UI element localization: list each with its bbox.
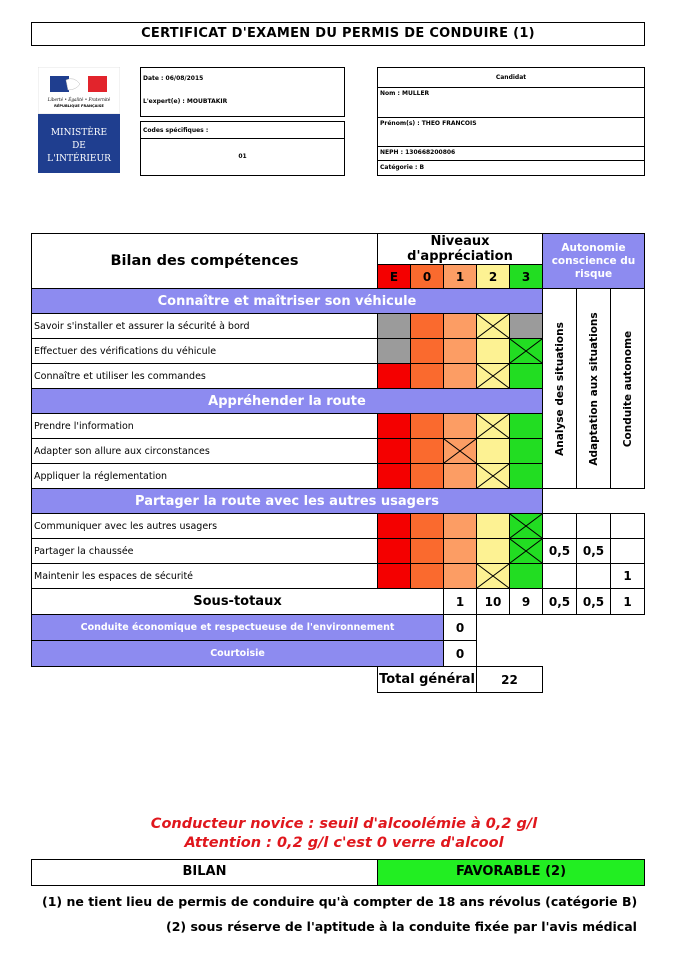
rating-cell (411, 564, 444, 589)
certificate-title: CERTIFICAT D'EXAMEN DU PERMIS DE CONDUIRE (1) (31, 22, 645, 46)
ministry-logo (38, 67, 120, 173)
logo-line2: DE (72, 141, 86, 151)
level-header-0: 0 (411, 265, 444, 289)
rating-cell (411, 514, 444, 539)
autonomy-column-label: Conduite autonome (621, 330, 634, 447)
empty-space (477, 641, 645, 667)
autonomy-column-2 (611, 289, 645, 489)
competence-label: Prendre l'information (32, 414, 378, 439)
footnote-1: (1) ne tient lieu de permis de conduire qu'à compter de 18 ans révolus (catégorie B) (42, 894, 638, 909)
sous-total-autonomy: 0,5 (577, 589, 611, 615)
candidate-neph: NEPH : 130668200806 (380, 149, 456, 156)
rating-cell (378, 339, 411, 364)
rating-cell (411, 364, 444, 389)
rating-cell (378, 414, 411, 439)
rating-cell-marked (477, 314, 510, 339)
autonomy-score (577, 514, 611, 539)
autonomy-score (611, 539, 645, 564)
rating-cell (477, 514, 510, 539)
autonomy-score: 1 (611, 564, 645, 589)
logo-line1: MINISTÈRE (50, 128, 108, 138)
rating-cell (378, 564, 411, 589)
competence-label: Maintenir les espaces de sécurité (32, 564, 378, 589)
niveaux-header: Niveaux d'appréciation (378, 234, 543, 265)
competence-label: Partager la chaussée (32, 539, 378, 564)
rating-cell (378, 514, 411, 539)
autonomy-column-0 (543, 289, 577, 489)
logo-line3: L'INTÉRIEUR (47, 154, 111, 164)
rating-cell-marked (444, 439, 477, 464)
autonomy-score: 0,5 (577, 539, 611, 564)
eco-label: Conduite économique et respectueuse de l'environnement (32, 615, 444, 641)
candidate-categorie: Catégorie : B (380, 164, 425, 171)
sous-total-value: 10 (477, 589, 510, 615)
footnote-2: (2) sous réserve de l'aptitude à la conduite fixée par l'avis médical (166, 919, 637, 934)
alcohol-warning-1: Conducteur novice : seuil d'alcoolémie à 0,2 g/l (150, 816, 538, 832)
exam-info-box (140, 67, 345, 117)
empty-space (543, 667, 645, 693)
sous-total-autonomy: 0,5 (543, 589, 577, 615)
rating-cell (510, 464, 543, 489)
courtoisie-label: Courtoisie (32, 641, 444, 667)
rating-cell (510, 364, 543, 389)
rating-cell-marked (510, 514, 543, 539)
level-header-3: 3 (510, 265, 543, 289)
sous-total-value: 9 (510, 589, 543, 615)
codes-value: 01 (238, 153, 247, 160)
exam-date: Date : 06/08/2015 (143, 75, 204, 82)
rating-cell (477, 339, 510, 364)
codes-box (140, 121, 345, 176)
sous-totaux-label: Sous-totaux (32, 589, 444, 615)
competence-row (32, 564, 645, 589)
rating-cell (510, 439, 543, 464)
autonomy-score: 0,5 (543, 539, 577, 564)
rating-cell (411, 439, 444, 464)
rating-cell (510, 414, 543, 439)
level-header-2: 2 (477, 265, 510, 289)
autonomy-score (543, 564, 577, 589)
empty-space (32, 667, 378, 693)
rating-cell (444, 364, 477, 389)
competences-table (31, 233, 645, 693)
sous-total-autonomy: 1 (611, 589, 645, 615)
autonomie-header: Autonomie conscience du risque (543, 234, 645, 289)
candidate-prenom: Prénom(s) : THEO FRANCOIS (380, 120, 477, 127)
candidate-box (377, 67, 645, 176)
courtoisie-value: 0 (444, 641, 477, 667)
rating-cell (444, 539, 477, 564)
section-header: Partager la route avec les autres usagers (32, 489, 543, 514)
rating-cell-marked (477, 414, 510, 439)
rating-cell (411, 414, 444, 439)
rating-cell (411, 464, 444, 489)
competence-label: Connaître et utiliser les commandes (32, 364, 378, 389)
rating-cell-marked (477, 464, 510, 489)
rating-cell (378, 439, 411, 464)
competence-label: Appliquer la réglementation (32, 464, 378, 489)
rating-cell (444, 464, 477, 489)
rating-cell (378, 464, 411, 489)
autonomy-column-label: Analyse des situations (553, 321, 566, 456)
competence-row (32, 514, 645, 539)
rating-cell-marked (510, 539, 543, 564)
level-header-E: E (378, 265, 411, 289)
competence-label: Effectuer des vérifications du véhicule (32, 339, 378, 364)
competence-label: Savoir s'installer et assurer la sécurité à bord (32, 314, 378, 339)
competence-label: Communiquer avec les autres usagers (32, 514, 378, 539)
section-header: Appréhender la route (32, 389, 543, 414)
autonomy-score (577, 564, 611, 589)
total-value: 22 (477, 667, 543, 693)
rating-cell (411, 539, 444, 564)
candidate-header: Candidat (495, 74, 527, 81)
sous-total-value: 1 (444, 589, 477, 615)
logo-motto: Liberté • Égalité • Fraternité (47, 97, 111, 102)
codes-label: Codes spécifiques : (143, 127, 209, 134)
rating-cell (378, 539, 411, 564)
rating-cell (444, 514, 477, 539)
rating-cell (411, 339, 444, 364)
bilan-header: Bilan des compétences (32, 234, 378, 289)
rating-cell (444, 414, 477, 439)
autonomy-score (543, 514, 577, 539)
total-label: Total général (378, 667, 477, 693)
rating-cell (477, 439, 510, 464)
rating-cell (444, 564, 477, 589)
rating-cell-marked (510, 339, 543, 364)
eco-value: 0 (444, 615, 477, 641)
section-header: Connaître et maîtriser son véhicule (32, 289, 543, 314)
rating-cell (444, 314, 477, 339)
logo-republic: RÉPUBLIQUE FRANÇAISE (54, 104, 104, 108)
competence-label: Adapter son allure aux circonstances (32, 439, 378, 464)
rating-cell (510, 314, 543, 339)
alcohol-warning-2: Attention : 0,2 g/l c'est 0 verre d'alcool (184, 835, 504, 851)
empty-space (477, 615, 645, 641)
bilan-result: FAVORABLE (2) (377, 859, 645, 886)
autonomy-score (611, 514, 645, 539)
rating-cell (378, 364, 411, 389)
rating-cell (411, 314, 444, 339)
rating-cell-marked (477, 564, 510, 589)
rating-cell (378, 314, 411, 339)
bilan-label: BILAN (31, 859, 378, 886)
rating-cell (444, 339, 477, 364)
autonomy-column-label: Adaptation aux situations (587, 311, 600, 466)
autonomy-column-1 (577, 289, 611, 489)
rating-cell-marked (477, 364, 510, 389)
exam-expert: L'expert(e) : MOUBTAKIR (143, 98, 228, 105)
rating-cell (477, 539, 510, 564)
rating-cell (510, 564, 543, 589)
competence-row (32, 539, 645, 564)
level-header-1: 1 (444, 265, 477, 289)
candidate-nom: Nom : MULLER (380, 90, 430, 97)
